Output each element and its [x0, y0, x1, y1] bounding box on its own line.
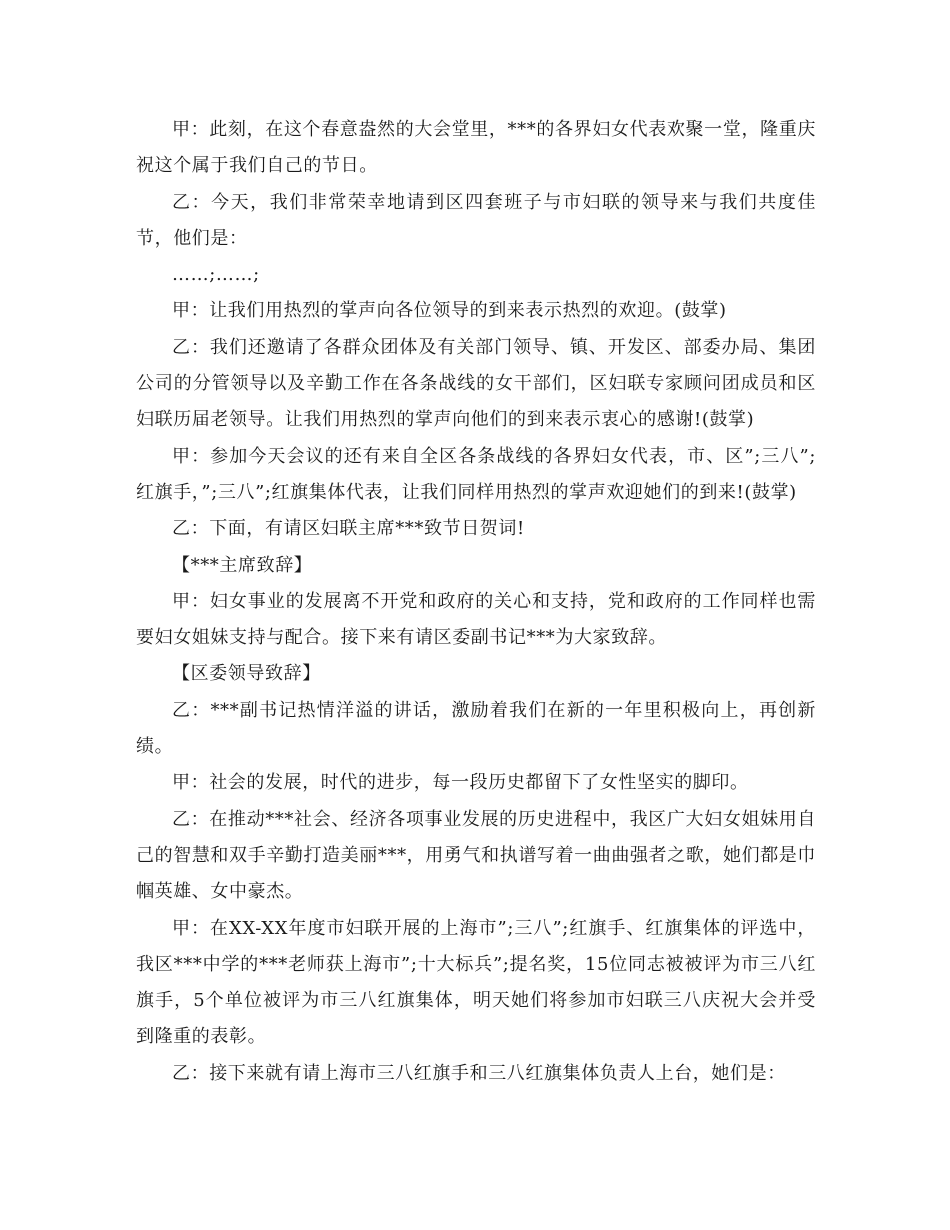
paragraph-party-support: 甲：妇女事业的发展离不开党和政府的关心和支持，党和政府的工作同样也需要妇女姐妹支持与配合。接下来有请区委副书记***为大家致辞。 [136, 590, 816, 649]
section-committee-speech: 【区委领导致辞】 [172, 663, 321, 685]
paragraph-other-guests: 乙：我们还邀请了各群众团体及有关部门领导、镇、开发区、部委办局、集团公司的分管领导以及辛勤工作在各条战线的女干部们，区妇联专家顾问团成员和区妇联历届老领导。让我们用热烈的掌声向他们的到来表示衷心的感谢!(鼓掌) [136, 336, 816, 431]
document-body [136, 112, 816, 1092]
paragraph-leader-names: ……;……; [172, 264, 260, 286]
paragraph-representatives: 甲：参加今天会议的还有来自全区各条战线的各界妇女代表，市、区”;三八”;红旗手，”;三八”;红旗集体代表，让我们同样用热烈的掌声欢迎她们的到来!(鼓掌) [136, 445, 816, 503]
paragraph-invited-leaders: 乙：今天，我们非常荣幸地请到区四套班子与市妇联的领导来与我们共度佳节，他们是： [136, 191, 816, 249]
paragraph-women-heroes: 乙：在推动***社会、经济各项事业发展的历史进程中，我区广大妇女姐妹用自己的智慧和双手辛勤打造美丽***，用勇气和执谱写着一曲曲强者之歌，她们都是巾帼英雄、女中豪杰。 [136, 808, 816, 903]
paragraph-social-development: 甲：社会的发展，时代的进步，每一段历史都留下了女性坚实的脚印。 [172, 772, 749, 794]
paragraph-chair-invite: 乙：下面，有请区妇联主席***致节日贺词! [172, 518, 525, 540]
section-chair-speech: 【***主席致辞】 [172, 554, 313, 576]
paragraph-awardees-invite: 乙：接下来就有请上海市三八红旗手和三八红旗集体负责人上台，她们是： [172, 1062, 786, 1084]
paragraph-welcome-applause: 甲：让我们用热烈的掌声向各位领导的到来表示热烈的欢迎。(鼓掌) [172, 300, 727, 322]
paragraph-awards: 甲：在XX-XX年度市妇联开展的上海市”;三八”;红旗手、红旗集体的评选中，我区***中学的***老师获上海市”;十大标兵”;提名奖，15位同志被被评为市三八红旗手，5个单位被评为市三八红旗集体，明天她们将参加市妇联三八庆祝大会并受到隆重的表彰。 [136, 917, 816, 1048]
paragraph-speech-response: 乙：***副书记热情洋溢的讲话，激励着我们在新的一年里积极向上，再创新绩。 [136, 699, 816, 758]
paragraph-opening: 甲：此刻，在这个春意盎然的大会堂里，***的各界妇女代表欢聚一堂，隆重庆祝这个属于我们自己的节日。 [136, 119, 816, 177]
